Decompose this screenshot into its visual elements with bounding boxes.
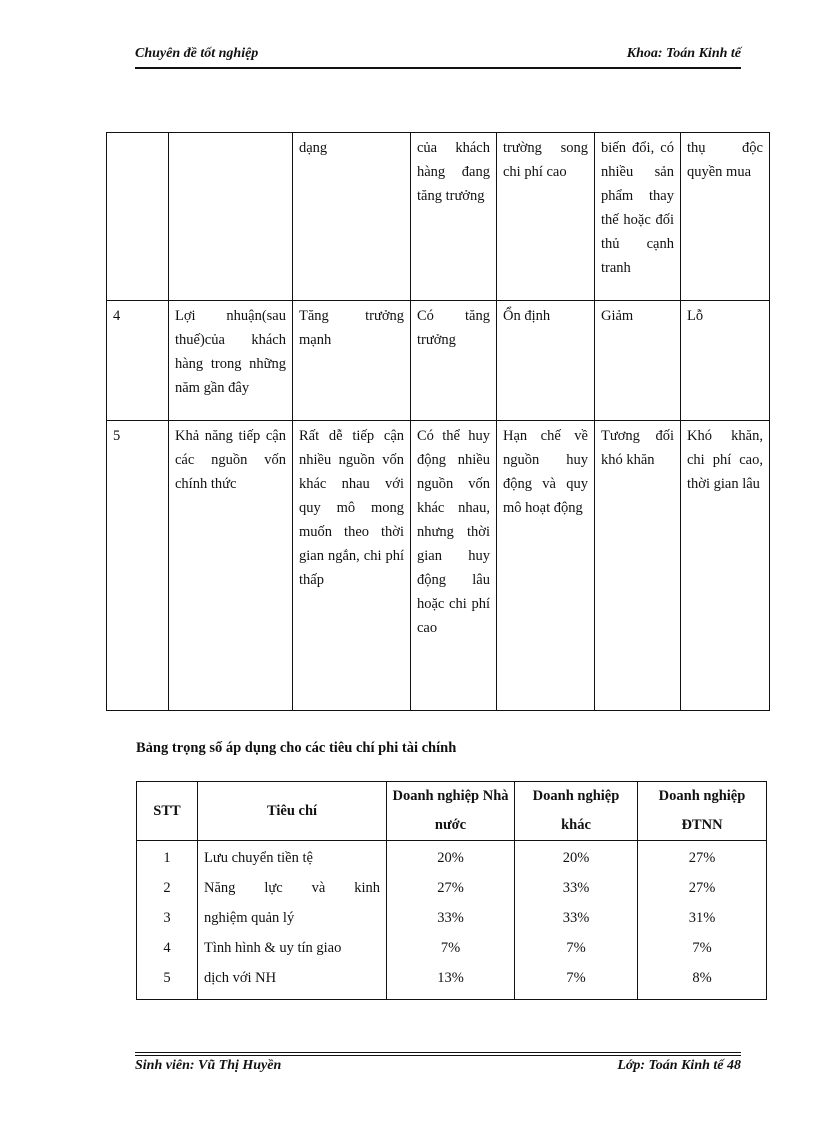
table-row [137,933,767,963]
weight-cell: 20% [515,841,638,874]
column-header: Doanh nghiệp khác [515,782,638,841]
column-header: Tiêu chí [198,782,387,841]
header-rule [135,67,741,69]
table-row [137,873,767,903]
footer-left-text: Sinh viên: Vũ Thị Huyền [135,1058,282,1073]
column-header: Doanh nghiệp ĐTNN [638,782,767,841]
table-cell: thụ độc quyền mua [681,133,770,301]
table-cell: Khả năng tiếp cận các nguồn vốn chính thức [169,421,293,711]
table-row [107,133,770,301]
criterion-cell: Năng lực và kinh [198,873,387,903]
weight-cell: 7% [638,933,767,963]
table-cell: Hạn chế về nguồn huy động và quy mô hoạt động [497,421,595,711]
weight-cell: 27% [638,873,767,903]
weight-cell: 27% [638,841,767,874]
stt-cell: 2 [137,873,198,903]
stt-cell: 4 [137,933,198,963]
weight-cell: 33% [515,903,638,933]
weight-cell: 33% [387,903,515,933]
column-header: Doanh nghiệp Nhà nước [387,782,515,841]
table-row [137,903,767,933]
table-cell: dạng [293,133,411,301]
table-row [137,963,767,1000]
table-cell: Tương đối khó khăn [595,421,681,711]
table-cell: Khó khăn, chi phí cao, thời gian lâu [681,421,770,711]
weight-cell: 20% [387,841,515,874]
column-header: STT [137,782,198,841]
table-cell: Lợi nhuận(sau thuế)của khách hàng trong những năm gần đây [169,301,293,421]
table-cell: Lỗ [681,301,770,421]
table-row [107,421,770,711]
table-cell: Có thể huy động nhiều nguồn vốn khác nhau, nhưng thời gian huy động lâu hoặc chi phí cao [411,421,497,711]
weight-cell: 8% [638,963,767,1000]
stt-cell: 5 [137,963,198,1000]
footer-rule [135,1052,741,1056]
table-cell: 4 [107,301,169,421]
table-caption: Bảng trọng số áp dụng cho các tiêu chí phi tài chính [136,740,457,756]
table-cell: Có tăng trưởng [411,301,497,421]
weight-cell: 33% [515,873,638,903]
weight-cell: 7% [515,963,638,1000]
weight-table [136,781,767,1000]
table-row [137,841,767,874]
header-left-text: Chuyên đề tốt nghiệp [135,46,259,61]
stt-cell: 1 [137,841,198,874]
table-cell: biến đổi, có nhiều sản phẩm thay thế hoặc đối thủ cạnh tranh [595,133,681,301]
weight-cell: 7% [387,933,515,963]
table-cell: trường song chi phí cao [497,133,595,301]
table-row [107,301,770,421]
weight-cell: 13% [387,963,515,1000]
table-cell: Ổn định [497,301,595,421]
table-cell [107,133,169,301]
criterion-cell: nghiệm quản lý [198,903,387,933]
table-cell: Tăng trưởng mạnh [293,301,411,421]
footer-right-text: Lớp: Toán Kinh tế 48 [617,1058,741,1073]
weight-cell: 31% [638,903,767,933]
weight-cell: 7% [515,933,638,963]
weight-cell: 27% [387,873,515,903]
table-cell: Giảm [595,301,681,421]
criterion-cell: Lưu chuyển tiền tệ [198,841,387,874]
table-cell: 5 [107,421,169,711]
header-right-text: Khoa: Toán Kinh tế [626,46,741,61]
criterion-cell: Tình hình & uy tín giao [198,933,387,963]
table-header-row [137,782,767,841]
table-cell [169,133,293,301]
stt-cell: 3 [137,903,198,933]
table-cell: Rất dễ tiếp cận nhiều nguồn vốn khác nhau với quy mô mong muốn theo thời gian ngắn, chi phí thấp [293,421,411,711]
criteria-table [106,132,770,711]
table-cell: của khách hàng đang tăng trưởng [411,133,497,301]
criterion-cell: dịch với NH [198,963,387,1000]
